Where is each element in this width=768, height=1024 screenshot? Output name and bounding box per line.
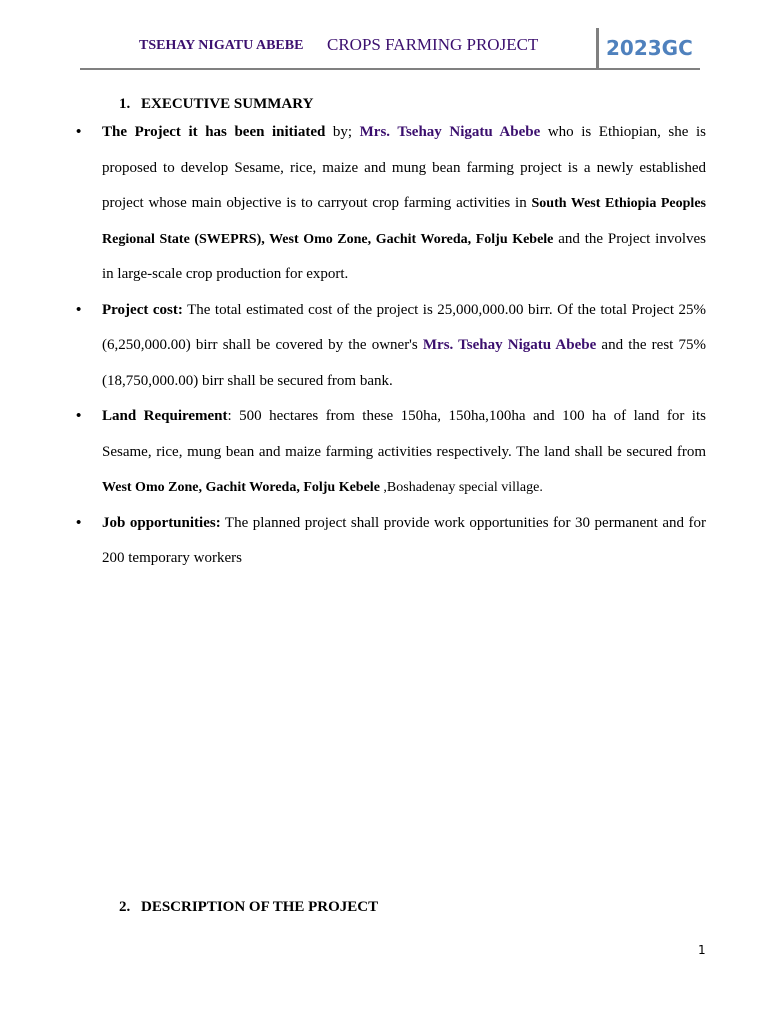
bullet-text: ,Boshadenay special village. (379, 480, 543, 495)
header-divider (596, 28, 599, 68)
bullet-project-initiation (76, 115, 706, 293)
bullet-text: and the Project involves in large-scale crop production for export. (102, 230, 706, 282)
summary-bullet-list (76, 115, 707, 577)
bullet-job-opportunities (76, 506, 707, 577)
section-heading-description (119, 899, 378, 916)
bullet-text: The planned project shall provide work opportunities for 30 permanent and for 200 temporary workers (102, 514, 707, 566)
bullet-project-cost (76, 293, 706, 400)
project-location: West Omo Zone, Gachit Woreda, Folju Kebele (102, 480, 380, 495)
section-title: EXECUTIVE SUMMARY (141, 96, 314, 112)
bullet-text: The total estimated cost of the project is 25,000,000.00 birr. Of the total Project 25% (6,250,000.00) birr shall be covered by the owner's (102, 301, 706, 353)
bullet-lead: Project cost: (102, 301, 183, 318)
header-year: 2023GC (606, 36, 693, 60)
section-title: DESCRIPTION OF THE PROJECT (141, 899, 379, 915)
bullet-icon: • (76, 514, 82, 531)
bullet-text: who is Ethiopian, she is proposed to develop Sesame, rice, maize and mung bean farming project is a newly established project whose main objective is to carryout crop farming activities in (102, 124, 706, 211)
bullet-lead: Job opportunities: (102, 514, 221, 531)
project-location: South West Ethiopia Peoples Regional State (SWEPRS), West Omo Zone, Gachit Woreda, Folju Kebele (102, 196, 706, 247)
bullet-text: and the rest 75% (18,750,000.00) birr shall be secured from bank. (102, 337, 706, 389)
section-number: 1. (119, 96, 131, 112)
bullet-text: by; (325, 124, 360, 140)
header-project-title: CROPS FARMING PROJECT (327, 35, 539, 54)
owner-name: Mrs. Tsehay Nigatu Abebe (359, 124, 541, 140)
bullet-text: : 500 hectares from these 150ha, 150ha,100ha and 100 ha of land for its Sesame, rice, mung bean and maize farming activities respectively. The land shall be secured from (102, 408, 706, 460)
page-number: 1 (698, 943, 706, 957)
page-header (80, 28, 700, 70)
header-owner-name: TSEHAY NIGATU ABEBE (139, 38, 304, 53)
owner-name: Mrs. Tsehay Nigatu Abebe (422, 337, 597, 353)
bullet-land-requirement (76, 399, 706, 506)
bullet-lead: Land Requirement (102, 408, 228, 424)
bullet-icon: • (76, 124, 82, 140)
section-heading-executive-summary (119, 96, 313, 113)
section-number: 2. (119, 899, 131, 915)
bullet-icon: • (76, 408, 82, 424)
bullet-lead: The Project it has been initiated (102, 124, 326, 140)
bullet-icon: • (76, 301, 82, 318)
